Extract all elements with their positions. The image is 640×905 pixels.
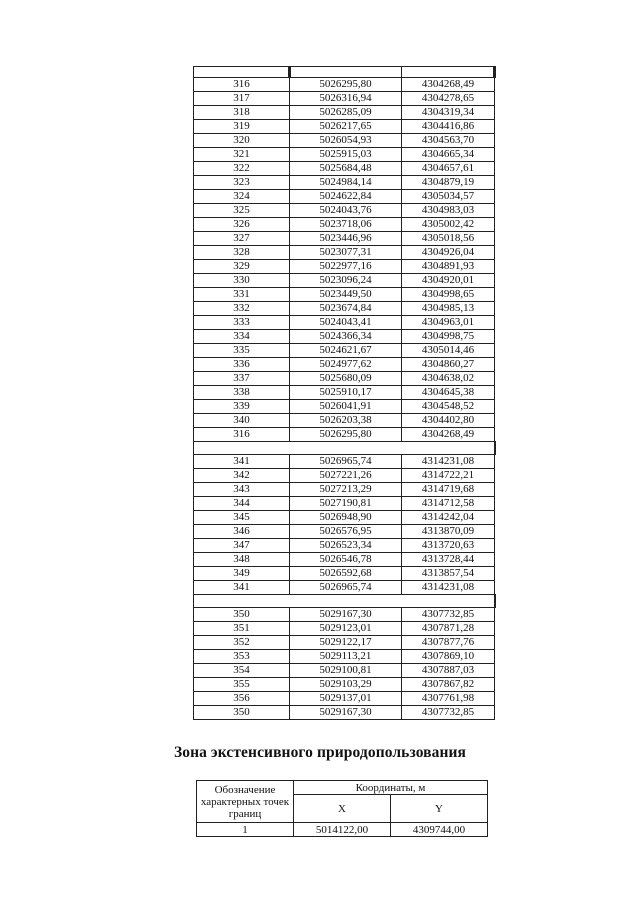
y-coordinate: 4304402,80 [402,414,495,428]
table-row [194,218,495,232]
x-coordinate: 5026965,74 [290,455,402,469]
point-number: 333 [194,316,290,330]
table-row [194,190,495,204]
y-coordinate: 4304563,70 [402,134,495,148]
x-coordinate: 5029167,30 [290,706,402,720]
table-row [194,120,495,134]
table-row [194,692,495,706]
empty-cell [402,67,495,78]
point-number: 320 [194,134,290,148]
y-coordinate: 4305034,57 [402,190,495,204]
point-number: 316 [194,428,290,442]
group-separator [194,595,495,608]
x-coordinate: 5029103,29 [290,678,402,692]
point-number: 350 [194,706,290,720]
x-coordinate: 5024622,84 [290,190,402,204]
x-coordinate: 5025915,03 [290,148,402,162]
x-coordinate: 5026041,91 [290,400,402,414]
point-number: 316 [194,78,290,92]
group-separator-row [194,595,495,608]
empty-cell [194,67,290,78]
x-coordinate: 5026203,38 [290,414,402,428]
table-row [194,414,495,428]
x-coordinate: 5029167,30 [290,608,402,622]
point-number: 317 [194,92,290,106]
x-coordinate: 5024984,14 [290,176,402,190]
point-number: 343 [194,483,290,497]
y-coordinate: 4304278,65 [402,92,495,106]
x-coordinate: 5029122,17 [290,636,402,650]
table-row [194,553,495,567]
extensive-zone-table [196,780,488,837]
table-row [194,344,495,358]
table-row [194,483,495,497]
y-coordinate: 4313857,54 [402,567,495,581]
x-coordinate: 5026316,94 [290,92,402,106]
x-coordinate: 5023449,50 [290,288,402,302]
zone-title: Зона экстенсивного природопользования [173,744,467,761]
y-coordinate: 4304268,49 [402,78,495,92]
y-coordinate: 4307732,85 [402,706,495,720]
point-number: 348 [194,553,290,567]
y-coordinate: 4307761,98 [402,692,495,706]
y-coordinate: 4304920,01 [402,274,495,288]
table-row [194,372,495,386]
table-row [194,455,495,469]
table-row [194,469,495,483]
x-coordinate: 5024621,67 [290,344,402,358]
table-row [194,330,495,344]
y-coordinate: 4304657,61 [402,162,495,176]
y-coordinate: 4304860,27 [402,358,495,372]
point-number: 340 [194,414,290,428]
y-coordinate: 4314242,04 [402,511,495,525]
table-row [194,511,495,525]
y-coordinate: 4304645,38 [402,386,495,400]
group-separator-row [194,442,495,455]
table-row [194,204,495,218]
table-row [194,428,495,442]
x-coordinate: 5029137,01 [290,692,402,706]
point-number: 328 [194,246,290,260]
table-row [194,302,495,316]
point-number: 351 [194,622,290,636]
point-number: 339 [194,400,290,414]
point-number: 347 [194,539,290,553]
table-row [194,678,495,692]
coordinates-table-body [194,67,495,720]
table-row [194,400,495,414]
table-row [194,78,495,92]
point-number: 344 [194,497,290,511]
x-coordinate: 5027221,26 [290,469,402,483]
point-number: 335 [194,344,290,358]
table-row [194,539,495,553]
x-coordinate: 5014122,00 [294,823,391,837]
x-coordinate: 5029100,81 [290,664,402,678]
x-coordinate: 5024043,76 [290,204,402,218]
header-y: Y [391,795,488,823]
y-coordinate: 4304983,03 [402,204,495,218]
y-coordinate: 4314231,08 [402,455,495,469]
x-coordinate: 5029113,21 [290,650,402,664]
x-coordinate: 5023096,24 [290,274,402,288]
point-number: 342 [194,469,290,483]
x-coordinate: 5024043,41 [290,316,402,330]
x-coordinate: 5027213,29 [290,483,402,497]
x-coordinate: 5023674,84 [290,302,402,316]
y-coordinate: 4307871,28 [402,622,495,636]
point-number: 332 [194,302,290,316]
header-point-designation: Обозначение характерных точек границ [197,781,294,823]
table-row [194,650,495,664]
x-coordinate: 5024366,34 [290,330,402,344]
y-coordinate: 4305014,46 [402,344,495,358]
table-row [194,706,495,720]
point-number: 336 [194,358,290,372]
point-number: 323 [194,176,290,190]
table-row [194,246,495,260]
x-coordinate: 5023446,96 [290,232,402,246]
y-coordinate: 4305002,42 [402,218,495,232]
point-number: 329 [194,260,290,274]
table-row [194,148,495,162]
point-number: 326 [194,218,290,232]
point-number: 349 [194,567,290,581]
point-number: 337 [194,372,290,386]
x-coordinate: 5026948,90 [290,511,402,525]
point-number: 355 [194,678,290,692]
point-number: 341 [194,581,290,595]
y-coordinate: 4313720,63 [402,539,495,553]
x-coordinate: 5026546,78 [290,553,402,567]
table-row [194,260,495,274]
y-coordinate: 4307877,76 [402,636,495,650]
y-coordinate: 4304891,93 [402,260,495,274]
table-row [194,525,495,539]
y-coordinate: 4314722,21 [402,469,495,483]
table-row [194,162,495,176]
table-row [194,92,495,106]
y-coordinate: 4307732,85 [402,608,495,622]
y-coordinate: 4304548,52 [402,400,495,414]
header-row [197,781,488,795]
x-coordinate: 5024977,62 [290,358,402,372]
y-coordinate: 4304926,04 [402,246,495,260]
coordinates-table [193,66,496,720]
table-row [194,664,495,678]
point-number: 356 [194,692,290,706]
x-coordinate: 5026965,74 [290,581,402,595]
table-row [194,176,495,190]
table-row [194,232,495,246]
point-number: 352 [194,636,290,650]
y-coordinate: 4304998,65 [402,288,495,302]
point-number: 1 [197,823,294,837]
table-row [194,134,495,148]
empty-cell [290,67,402,78]
point-number: 345 [194,511,290,525]
table-row [194,316,495,330]
y-coordinate: 4309744,00 [391,823,488,837]
y-coordinate: 4314712,58 [402,497,495,511]
point-number: 338 [194,386,290,400]
point-number: 350 [194,608,290,622]
y-coordinate: 4304638,02 [402,372,495,386]
table-row [194,106,495,120]
point-number: 319 [194,120,290,134]
x-coordinate: 5025910,17 [290,386,402,400]
point-number: 318 [194,106,290,120]
x-coordinate: 5026523,34 [290,539,402,553]
x-coordinate: 5025684,48 [290,162,402,176]
header-coordinates: Координаты, м [294,781,488,795]
table-row [194,274,495,288]
table-row [194,567,495,581]
group-separator [194,442,495,455]
point-number: 327 [194,232,290,246]
x-coordinate: 5029123,01 [290,622,402,636]
y-coordinate: 4304665,34 [402,148,495,162]
y-coordinate: 4304985,13 [402,302,495,316]
x-coordinate: 5026054,93 [290,134,402,148]
table-row [194,622,495,636]
x-coordinate: 5025680,09 [290,372,402,386]
table-row [194,636,495,650]
x-coordinate: 5026576,95 [290,525,402,539]
table-row [194,386,495,400]
y-coordinate: 4304879,19 [402,176,495,190]
y-coordinate: 4314719,68 [402,483,495,497]
y-coordinate: 4313870,09 [402,525,495,539]
point-number: 321 [194,148,290,162]
table-row [194,288,495,302]
x-coordinate: 5023718,06 [290,218,402,232]
y-coordinate: 4313728,44 [402,553,495,567]
table-top-border-row [194,67,495,78]
x-coordinate: 5022977,16 [290,260,402,274]
y-coordinate: 4304416,86 [402,120,495,134]
x-coordinate: 5026295,80 [290,78,402,92]
point-number: 331 [194,288,290,302]
table-row [194,497,495,511]
table-row [194,608,495,622]
y-coordinate: 4304998,75 [402,330,495,344]
y-coordinate: 4305018,56 [402,232,495,246]
table-row [194,358,495,372]
point-number: 330 [194,274,290,288]
x-coordinate: 5023077,31 [290,246,402,260]
x-coordinate: 5026285,09 [290,106,402,120]
point-number: 334 [194,330,290,344]
point-number: 346 [194,525,290,539]
point-number: 324 [194,190,290,204]
x-coordinate: 5026217,65 [290,120,402,134]
extensive-zone-table-body [197,781,488,837]
header-x: X [294,795,391,823]
point-number: 325 [194,204,290,218]
point-number: 322 [194,162,290,176]
y-coordinate: 4307887,03 [402,664,495,678]
x-coordinate: 5027190,81 [290,497,402,511]
point-number: 354 [194,664,290,678]
y-coordinate: 4304319,34 [402,106,495,120]
y-coordinate: 4314231,08 [402,581,495,595]
x-coordinate: 5026592,68 [290,567,402,581]
y-coordinate: 4307867,82 [402,678,495,692]
y-coordinate: 4304963,01 [402,316,495,330]
point-number: 341 [194,455,290,469]
x-coordinate: 5026295,80 [290,428,402,442]
table-row [197,823,488,837]
table-row [194,581,495,595]
point-number: 353 [194,650,290,664]
y-coordinate: 4304268,49 [402,428,495,442]
y-coordinate: 4307869,10 [402,650,495,664]
